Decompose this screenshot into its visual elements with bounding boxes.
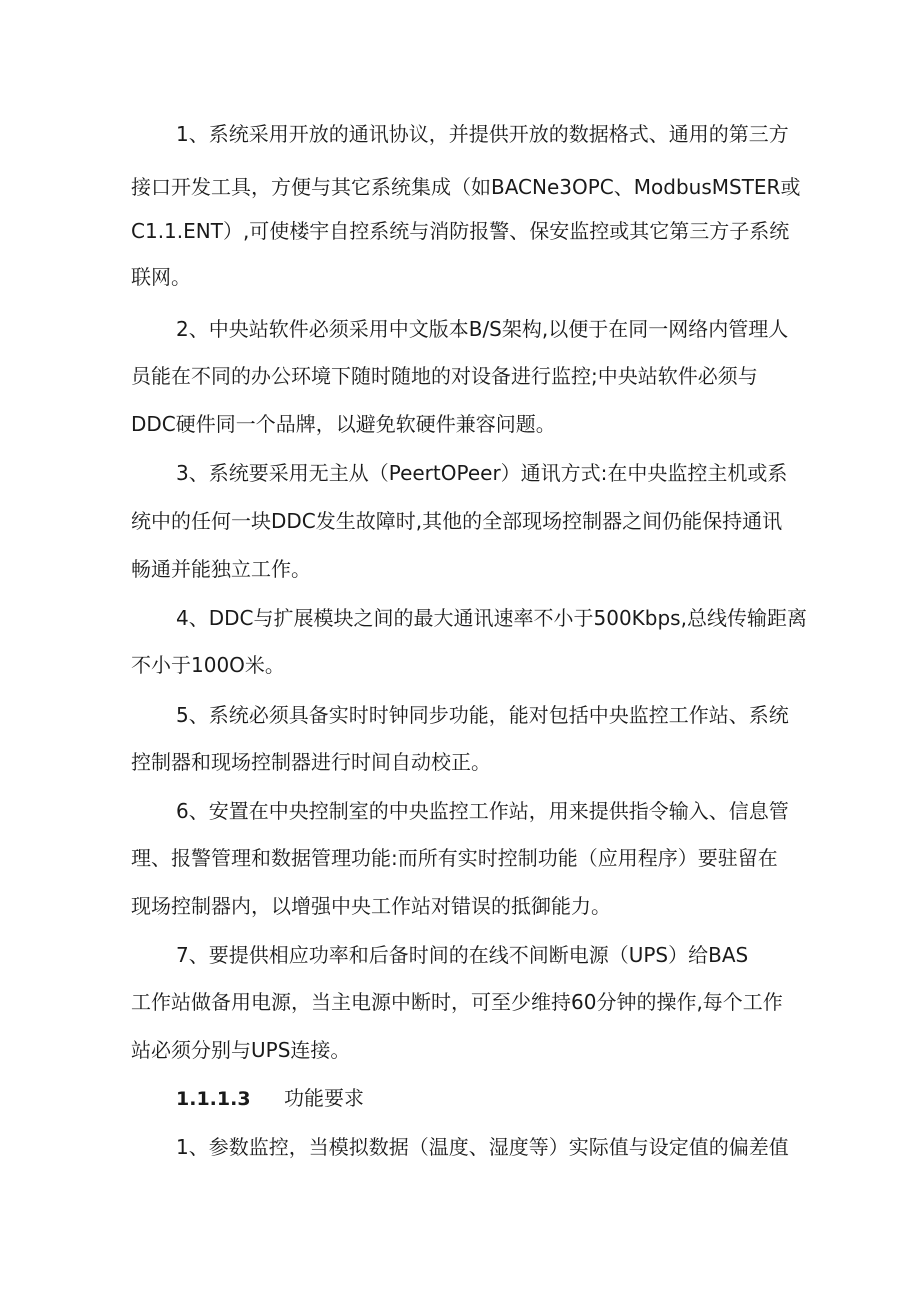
paragraph-line: DDC硬件同一个品牌，以避免软硬件兼容问题。: [131, 412, 556, 436]
paragraph-line: 1、系统采用开放的通讯协议，并提供开放的数据格式、通用的第三方: [176, 122, 789, 146]
paragraph-line: 6、安置在中央控制室的中央监控工作站，用来提供指令输入、信息管: [176, 799, 789, 823]
paragraph-line: 统中的任何一块DDC发生故障时,其他的全部现场控制器之间仍能保持通讯: [131, 509, 783, 533]
paragraph-line: 3、系统要采用无主从（PeertOPeer）通讯方式:在中央监控主机或系: [176, 461, 788, 485]
paragraph-line: 畅通并能独立工作。: [131, 557, 311, 581]
section-title: 功能要求: [284, 1086, 364, 1110]
paragraph-line: 理、报警管理和数据管理功能:而所有实时控制功能（应用程序）要驻留在: [131, 846, 778, 870]
paragraph-line: C1.1.ENT）,可使楼宇自控系统与消防报警、保安监控或其它第三方子系统: [131, 219, 790, 243]
paragraph-line: 2、中央站软件必须采用中文版本B/S架构,以便于在同一网络内管理人: [176, 317, 789, 341]
section-number: 1.1.1.3: [176, 1088, 251, 1110]
paragraph-line: 不小于100O米。: [131, 653, 285, 677]
paragraph-line: 员能在不同的办公环境下随时随地的对设备进行监控;中央站软件必须与: [131, 364, 758, 388]
paragraph-line: 4、DDC与扩展模块之间的最大通讯速率不小于500Kbps,总线传输距离: [176, 606, 807, 630]
paragraph-line: 控制器和现场控制器进行时间自动校正。: [131, 750, 491, 774]
paragraph-line: 现场控制器内，以增强中央工作站对错误的抵御能力。: [131, 894, 611, 918]
paragraph-line: 7、要提供相应功率和后备时间的在线不间断电源（UPS）给BAS: [176, 943, 749, 967]
paragraph-line: 联网。: [131, 265, 191, 289]
paragraph-line: 工作站做备用电源，当主电源中断时，可至少维持60分钟的操作,每个工作: [131, 990, 783, 1014]
paragraph-line: 1、参数监控，当模拟数据（温度、湿度等）实际值与设定值的偏差值: [176, 1135, 789, 1159]
paragraph-line: 站必须分别与UPS连接。: [131, 1038, 351, 1062]
paragraph-line: 接口开发工具，方便与其它系统集成（如BACNe3OPC、ModbusMSTER或: [131, 175, 801, 199]
paragraph-line: 5、系统必须具备实时时钟同步功能，能对包括中央监控工作站、系统: [176, 703, 789, 727]
